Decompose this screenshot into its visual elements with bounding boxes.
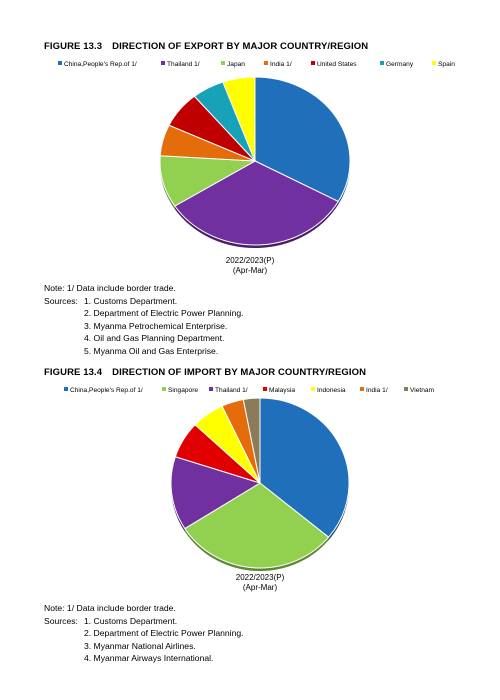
legend-swatch — [263, 387, 267, 391]
legend-item: India 1/ — [264, 60, 292, 69]
legend-item: United States — [311, 60, 357, 69]
figure-number: FIGURE 13.4 — [44, 367, 103, 378]
legend-item: Germany — [380, 60, 413, 69]
figure-heading: DIRECTION OF IMPORT BY MAJOR COUNTRY/REGION — [112, 367, 367, 378]
legend-swatch — [360, 387, 364, 391]
legend-item: Singapore — [162, 386, 198, 395]
source-item: 2. Department of Electric Power Planning. — [84, 628, 244, 638]
legend-export — [58, 60, 478, 72]
caption-period: 2022/2023(P) — [235, 573, 285, 582]
note-text: Note: 1/ Data include border trade. — [44, 603, 176, 613]
legend-swatch — [209, 387, 213, 391]
source-item: 3. Myanmar National Airlines. — [84, 640, 196, 651]
legend-swatch — [432, 61, 436, 65]
caption-months: (Apr-Mar) — [242, 583, 278, 592]
legend-swatch — [221, 61, 225, 65]
caption-months: (Apr-Mar) — [232, 266, 268, 275]
note-text: Note: 1/ Data include border trade. — [44, 283, 176, 293]
legend-swatch — [380, 61, 384, 65]
source-item: 4. Myanmar Airways International. — [84, 653, 214, 663]
legend-item: China,People's Rep.of 1/ — [64, 386, 143, 395]
figure-title-import — [44, 367, 366, 378]
figure-title-export — [44, 41, 368, 52]
figure-number: FIGURE 13.3 — [44, 41, 103, 52]
sources-label: Sources: — [44, 615, 78, 626]
source-item: 1. Customs Department. — [84, 295, 178, 306]
legend-swatch — [161, 61, 165, 65]
figure-heading: DIRECTION OF EXPORT BY MAJOR COUNTRY/REGION — [112, 41, 369, 52]
import-caption — [210, 573, 310, 593]
source-item: 5. Myanma Oil and Gas Enterprise. — [84, 345, 219, 356]
legend-item: India 1/ — [360, 386, 388, 395]
export-caption — [200, 256, 300, 276]
legend-swatch — [162, 387, 166, 391]
legend-swatch — [264, 61, 268, 65]
legend-swatch — [64, 387, 68, 391]
import-pie-chart — [158, 396, 358, 576]
legend-swatch — [311, 387, 315, 391]
legend-item: Spain — [432, 60, 455, 69]
source-item: 3. Myanma Petrochemical Enterprise. — [84, 320, 228, 331]
export-pie-chart — [155, 76, 355, 254]
legend-item: Thailand 1/ — [209, 386, 248, 395]
legend-item: Thailand 1/ — [161, 60, 200, 69]
caption-period: 2022/2023(P) — [225, 256, 275, 265]
legend-swatch — [311, 61, 315, 65]
source-item: 2. Department of Electric Power Planning. — [84, 308, 244, 318]
legend-item: Vietnam — [404, 386, 434, 395]
source-item: 4. Oil and Gas Planning Department. — [84, 333, 225, 343]
legend-item: Indonesia — [311, 386, 346, 395]
legend-item: Japan — [221, 60, 245, 69]
legend-item: Malaysia — [263, 386, 295, 395]
sources-label: Sources: — [44, 295, 78, 306]
legend-swatch — [58, 61, 62, 65]
source-item: 1. Customs Department. — [84, 615, 178, 626]
legend-item: China,People's Rep.of 1/ — [58, 60, 137, 69]
legend-swatch — [404, 387, 408, 391]
